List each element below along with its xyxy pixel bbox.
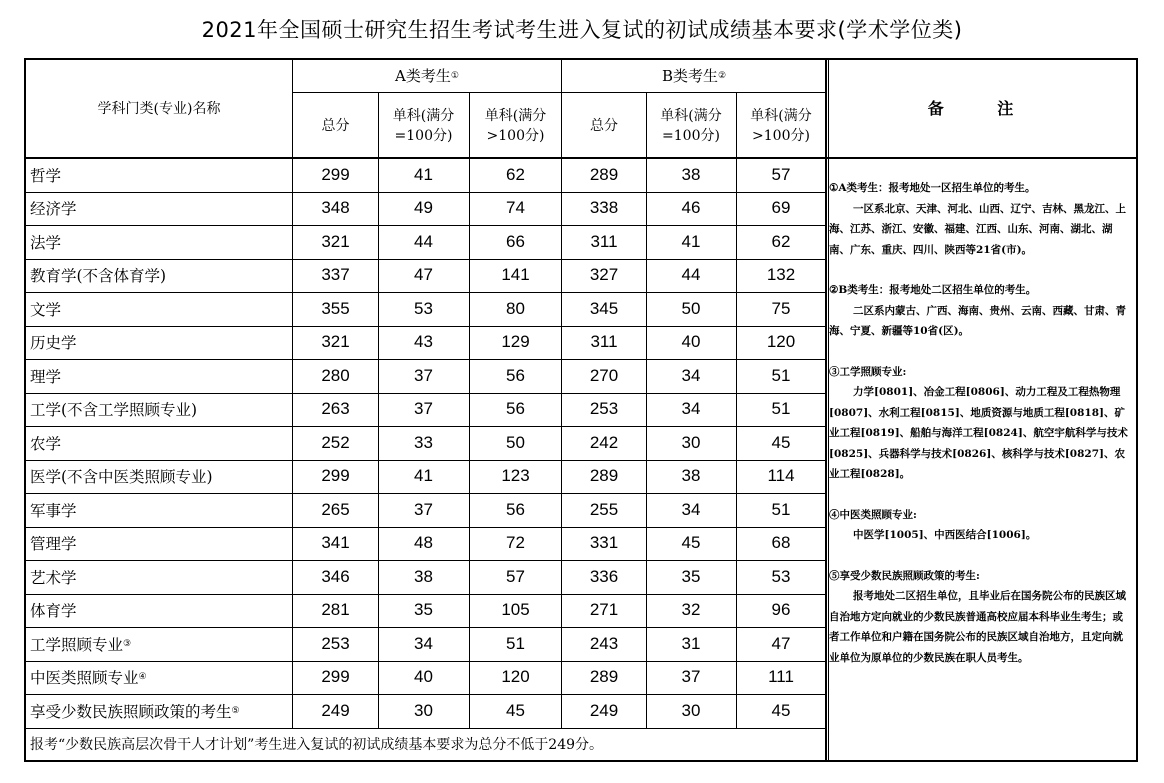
remark-note <box>829 566 1131 669</box>
header-rule <box>293 92 826 93</box>
remarks-notes <box>829 178 1131 688</box>
header-label-line: =100分) <box>394 127 453 144</box>
table-cell-score: 74 <box>506 198 525 218</box>
row-name-text: 中医类照顾专业 <box>30 669 139 688</box>
header-subject: 学科门类(专业)名称 <box>97 101 221 117</box>
row-name-text: 农学 <box>30 434 62 453</box>
row-name-text: 哲学 <box>30 166 62 185</box>
table-cell-score: 243 <box>589 633 619 653</box>
table-cell-score: 341 <box>321 533 350 553</box>
footnote-mark: ③ <box>123 638 132 649</box>
table-cell-score: 289 <box>589 667 619 687</box>
table-cell-score: 51 <box>771 499 791 519</box>
table-cell-score: 299 <box>321 164 350 184</box>
table-cell-score: 37 <box>414 399 433 419</box>
remark-note-head: ⑤享受少数民族照顾政策的考生: <box>829 569 980 582</box>
table-cell-score: 242 <box>589 432 619 452</box>
table-cell-score: 37 <box>414 499 433 519</box>
table-row-name <box>26 292 292 326</box>
table-cell-score: 34 <box>681 399 701 419</box>
row-name-text: 工学照顾专业 <box>30 635 124 654</box>
header-label-line: >100分) <box>486 127 545 144</box>
table-cell-score: 56 <box>506 399 525 419</box>
table-cell-score: 46 <box>681 198 701 218</box>
table-cell-score: 252 <box>321 432 350 452</box>
row-name-text: 法学 <box>30 233 62 252</box>
table-cell-score: 40 <box>414 667 433 687</box>
row-name-text: 艺术学 <box>30 568 77 587</box>
table-cell-score: 66 <box>506 231 525 251</box>
header-total-a <box>293 93 378 158</box>
table-cell-score: 44 <box>681 265 701 285</box>
table-cell-score: 355 <box>321 298 350 318</box>
header-bottom-rule <box>26 157 1136 159</box>
table-cell-score: 56 <box>506 499 525 519</box>
table-cell-score: 34 <box>681 365 701 385</box>
remark-note-body: 二区系内蒙古、广西、海南、贵州、云南、西藏、甘肃、青海、宁夏、新疆等10省(区)。 <box>829 304 1126 337</box>
table-cell-score: 346 <box>321 566 350 586</box>
table-cell-score: 280 <box>321 365 350 385</box>
header-label-line: =100分) <box>662 127 720 144</box>
table-cell-score: 68 <box>771 533 791 553</box>
table-cell-score: 34 <box>414 633 433 653</box>
table-row-name <box>26 426 292 460</box>
row-name-text: 管理学 <box>30 535 77 554</box>
table-cell-score: 321 <box>321 332 350 352</box>
table-cell-score: 249 <box>589 700 619 720</box>
table-cell-score: 48 <box>414 533 433 553</box>
table-cell-score: 255 <box>589 499 619 519</box>
table-row-name <box>26 527 292 561</box>
table-cell-score: 32 <box>681 600 701 620</box>
table-cell-score: 331 <box>589 533 619 553</box>
header-label-line: 总分 <box>590 117 618 134</box>
table-cell-score: 289 <box>589 164 619 184</box>
table-cell-score: 44 <box>414 231 433 251</box>
table-cell-score: 338 <box>589 198 619 218</box>
table-cell-score: 43 <box>414 332 433 352</box>
header-label-line: 单科(满分 <box>484 107 547 124</box>
table-cell-score: 129 <box>501 332 530 352</box>
table-cell-score: 53 <box>771 566 791 586</box>
table-cell-score: 57 <box>506 566 525 586</box>
footer-note: 报考“少数民族高层次骨干人才计划”考生进入复试的初试成绩基本要求为总分不低于249分。 <box>30 737 604 753</box>
remark-note-body: 报考地处二区招生单位，且毕业后在国务院公布的民族区域自治地方定向就业的少数民族普通高校应届本科毕业生考生；或者工作单位和户籍在国务院公布的民族区域自治地方，且定向就业单位为原单位的少数民族在职人员考生。 <box>829 590 1126 664</box>
table-cell-score: 38 <box>681 164 701 184</box>
table-cell-score: 50 <box>506 432 525 452</box>
header-label-line: 单科(满分 <box>750 107 812 124</box>
remark-note-body: 一区系北京、天津、河北、山西、辽宁、吉林、黑龙江、上海、江苏、浙江、安徽、福建、江西、山东、河南、湖北、湖南、广东、重庆、四川、陕西等21省(市)。 <box>829 202 1126 256</box>
table-cell-score: 30 <box>414 700 433 720</box>
table-row-name <box>26 560 292 594</box>
footnote-mark: ⑤ <box>231 705 240 716</box>
table-cell-score: 80 <box>506 298 525 318</box>
table-row-name <box>26 158 292 192</box>
table-cell-score: 311 <box>590 332 618 352</box>
table-cell-score: 34 <box>681 499 701 519</box>
table-row-name <box>26 393 292 427</box>
table-cell-score: 35 <box>414 600 433 620</box>
table-cell-score: 123 <box>501 466 530 486</box>
table-cell-score: 75 <box>771 298 791 318</box>
table-cell-score: 45 <box>771 432 791 452</box>
table-cell-score: 51 <box>771 365 791 385</box>
table-cell-score: 141 <box>501 265 530 285</box>
table-cell-score: 348 <box>321 198 350 218</box>
table-cell-score: 249 <box>321 700 350 720</box>
table-cell-score: 62 <box>506 164 525 184</box>
header-group-b: B类考生 ② <box>661 67 727 85</box>
table-cell-score: 47 <box>771 633 791 653</box>
remarks-divider <box>825 60 827 760</box>
table-cell-score: 336 <box>589 566 619 586</box>
table-cell-score: 40 <box>681 332 701 352</box>
table-cell-score: 51 <box>506 633 525 653</box>
footnote-mark: ④ <box>138 672 147 683</box>
row-name-text: 理学 <box>30 367 62 386</box>
remark-note <box>829 505 1131 546</box>
table-cell-score: 114 <box>767 466 795 486</box>
table-row-name <box>26 694 292 728</box>
table-cell-score: 345 <box>589 298 619 318</box>
row-name-text: 教育学(不含体育学) <box>30 267 167 286</box>
table-cell-score: 299 <box>321 466 350 486</box>
header-label-line: 单科(满分 <box>660 107 722 124</box>
table-row-name <box>26 460 292 494</box>
table-cell-score: 35 <box>681 566 701 586</box>
table-cell-score: 271 <box>589 600 619 620</box>
table-cell-score: 105 <box>501 600 530 620</box>
row-name-text: 文学 <box>30 300 62 319</box>
table-cell-score: 69 <box>771 198 791 218</box>
header-single-gt100-b <box>736 93 826 158</box>
header-total-b <box>562 93 646 158</box>
remark-note-body: 中医学[1005]、中西医结合[1006]。 <box>853 529 1037 541</box>
remark-note-head: ③工学照顾专业: <box>829 365 907 378</box>
row-name-text: 享受少数民族照顾政策的考生 <box>30 702 232 721</box>
table-cell-score: 45 <box>681 533 701 553</box>
table-cell-score: 33 <box>414 432 433 452</box>
table-cell-score: 120 <box>766 332 796 352</box>
table-row-name <box>26 661 292 695</box>
table-row-name <box>26 259 292 293</box>
table-cell-score: 321 <box>321 231 350 251</box>
table-cell-score: 45 <box>506 700 525 720</box>
remark-note <box>829 178 1131 260</box>
table-cell-score: 56 <box>506 365 525 385</box>
table-cell-score: 31 <box>681 633 701 653</box>
table-cell-score: 281 <box>321 600 350 620</box>
col-rule <box>646 92 647 728</box>
row-name-text: 军事学 <box>30 501 77 520</box>
table-cell-score: 327 <box>589 265 619 285</box>
page-title: 2021年全国硕士研究生招生考试考生进入复试的初试成绩基本要求(学术学位类) <box>201 18 963 42</box>
table-row-name <box>26 359 292 393</box>
col-rule <box>378 92 379 728</box>
header-label-line: >100分) <box>752 127 810 144</box>
table-row-name <box>26 493 292 527</box>
header-label-line: 单科(满分 <box>392 107 455 124</box>
header-single-le100-a <box>378 93 469 158</box>
table-cell-score: 45 <box>771 700 791 720</box>
table-cell-score: 49 <box>414 198 433 218</box>
table-cell-score: 47 <box>414 265 433 285</box>
row-name-text: 体育学 <box>30 602 77 621</box>
header-group-a: A类考生 ① <box>395 67 459 85</box>
col-rule <box>292 60 293 728</box>
header-label-line: 总分 <box>321 117 350 134</box>
row-name-text: 工学(不含工学照顾专业) <box>30 401 198 420</box>
col-rule <box>736 92 737 728</box>
table-cell-score: 38 <box>414 566 433 586</box>
table-cell-score: 337 <box>321 265 350 285</box>
table-cell-score: 132 <box>766 265 796 285</box>
table-cell-score: 311 <box>590 231 618 251</box>
table-cell-score: 253 <box>321 633 350 653</box>
table-cell-score: 41 <box>414 164 433 184</box>
table-cell-score: 38 <box>681 466 701 486</box>
table-cell-score: 50 <box>681 298 701 318</box>
table-row-name <box>26 627 292 661</box>
table-cell-score: 37 <box>681 667 701 687</box>
col-rule <box>561 60 562 728</box>
table-cell-score: 263 <box>321 399 350 419</box>
remark-note-head: ①A类考生：报考地处一区招生单位的考生。 <box>829 182 1036 194</box>
table-cell-score: 37 <box>414 365 433 385</box>
table-row-name <box>26 192 292 226</box>
table-cell-score: 30 <box>681 432 701 452</box>
table-cell-score: 265 <box>321 499 350 519</box>
table-cell-score: 72 <box>506 533 525 553</box>
table-row-name <box>26 225 292 259</box>
table-cell-score: 41 <box>414 466 433 486</box>
table-cell-score: 253 <box>589 399 619 419</box>
table-row-name <box>26 326 292 360</box>
table-cell-score: 270 <box>589 365 619 385</box>
row-name-text: 经济学 <box>30 200 77 219</box>
row-rule <box>26 728 826 729</box>
header-remarks: 备 注 <box>927 99 1038 118</box>
remark-note <box>829 280 1131 342</box>
remark-note-head: ④中医类照顾专业: <box>829 508 917 521</box>
table-cell-score: 289 <box>589 466 619 486</box>
table-cell-score: 62 <box>771 231 791 251</box>
table-cell-score: 96 <box>771 600 791 620</box>
table-cell-score: 111 <box>768 667 794 687</box>
header-single-le100-b <box>646 93 736 158</box>
row-name-text: 医学(不含中医类照顾专业) <box>30 468 213 487</box>
table-row-name <box>26 594 292 628</box>
col-rule <box>469 92 470 728</box>
table-cell-score: 53 <box>414 298 433 318</box>
table-cell-score: 30 <box>681 700 701 720</box>
table-cell-score: 51 <box>771 399 791 419</box>
remark-note <box>829 362 1131 485</box>
header-single-gt100-a <box>469 93 562 158</box>
table-cell-score: 299 <box>321 667 350 687</box>
remark-note-body: 力学[0801]、冶金工程[0806]、动力工程及工程热物理[0807]、水利工程[0815]、地质资源与地质工程[0818]、矿业工程[0819]、船舶与海洋工程[0824]、航空宇航科学与技术[0825]、兵器科学与技术[0826]、核科学与技术[0827]、农业工程[0828]。 <box>829 386 1128 480</box>
table-cell-score: 57 <box>771 164 791 184</box>
remark-note-head: ②B类考生：报考地处二区招生单位的考生。 <box>829 284 1037 296</box>
table-cell-score: 41 <box>681 231 701 251</box>
table-cell-score: 120 <box>501 667 530 687</box>
row-name-text: 历史学 <box>30 334 77 353</box>
